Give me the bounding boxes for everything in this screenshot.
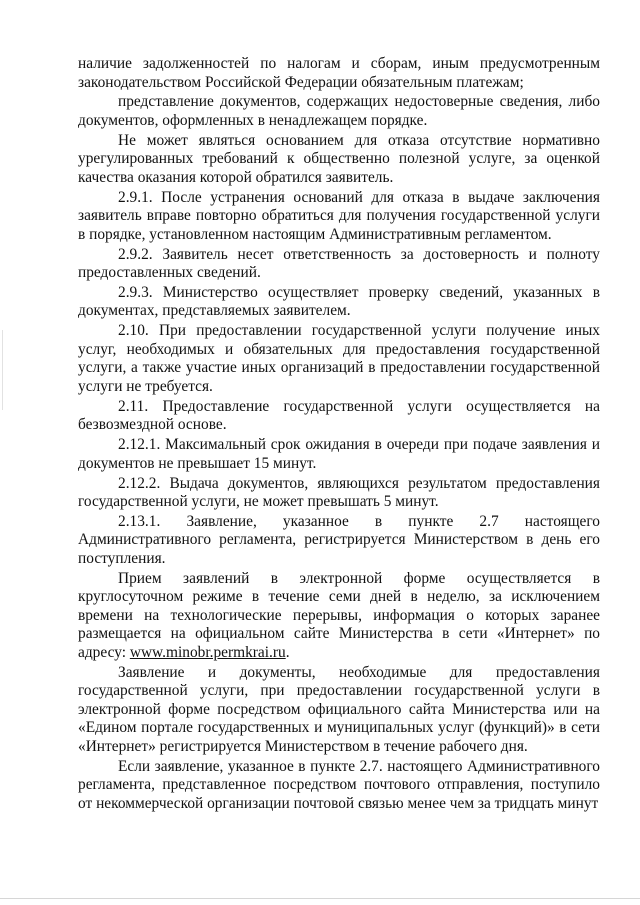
paragraph: 2.10. При предоставлении государственной услуги получение иных услуг, необходимых и обязательных для предоставления государственной услуги, а также участие иных организаций в предоставлении государственной услуги не требуется. [78,322,600,395]
paragraph: наличие задолженностей по налогам и сборам, иным предусмотренным законодательством Российской Федерации обязательным платежам; [78,55,600,91]
paragraph: 2.9.1. После устранения оснований для отказа в выдаче заключения заявитель вправе повторно обратиться для получения государственной услуги в порядке, установленном настоящим Административным регламентом. [78,188,600,243]
document-body [78,55,600,814]
scan-edge-line [0,898,640,899]
paragraph: 2.9.3. Министерство осуществляет проверку сведений, указанных в документах, представляемых заявителем. [78,283,600,320]
paragraph: 2.11. Предоставление государственной услуги осуществляется на безвозмездной основе. [78,397,600,434]
paragraph-text: Прием заявлений в электронной форме осуществляется в круглосуточном режиме в течение семи дней в неделю, за исключением времени на технологические перерывы, информация о которых заранее размещается на официальном сайте Министерства в сети «Интернет» по адресу: [78,569,600,661]
paragraph: 2.12.2. Выдача документов, являющихся результатом предоставления государственной услуги, не может превышать 5 минут. [78,474,600,511]
paragraph: 2.12.1. Максимальный срок ожидания в очереди при подаче заявления и документов не превышает 15 минут. [78,436,600,472]
paragraph: Заявление и документы, необходимые для предоставления государственной услуги, при предоставлении государственной услуги в электронной форме посредством официального сайта Министерства или на «Едином портале государственных и муниципальных услуг (функций)» в сети «Интернет» регистрируется Министерством в течение рабочего дня. [78,663,600,755]
paragraph: Если заявление, указанное в пункте 2.7. настоящего Административного регламента, представленное посредством почтового отправления, поступило от некоммерческой организации почтовой связью менее чем за тридцать минут [78,757,600,812]
paragraph: Не может являться основанием для отказа отсутствие нормативно урегулированных требований к общественно полезной услуге, за оценкой качества оказания которой обратился заявитель. [78,131,600,186]
paragraph-with-link [78,570,600,663]
paragraph: представление документов, содержащих недостоверные сведения, либо документов, оформленных в ненадлежащем порядке. [78,93,600,129]
scan-margin-mark [2,330,3,410]
paragraph-text-end: . [285,643,290,661]
paragraph: 2.13.1. Заявление, указанное в пункте 2.7 настоящего Административного регламента, регистрируется Министерством в день его поступления. [78,512,600,567]
paragraph: 2.9.2. Заявитель несет ответственность за достоверность и полноту предоставленных сведений. [78,245,600,282]
website-link[interactable]: www.minobr.permkrai.ru [129,643,286,661]
